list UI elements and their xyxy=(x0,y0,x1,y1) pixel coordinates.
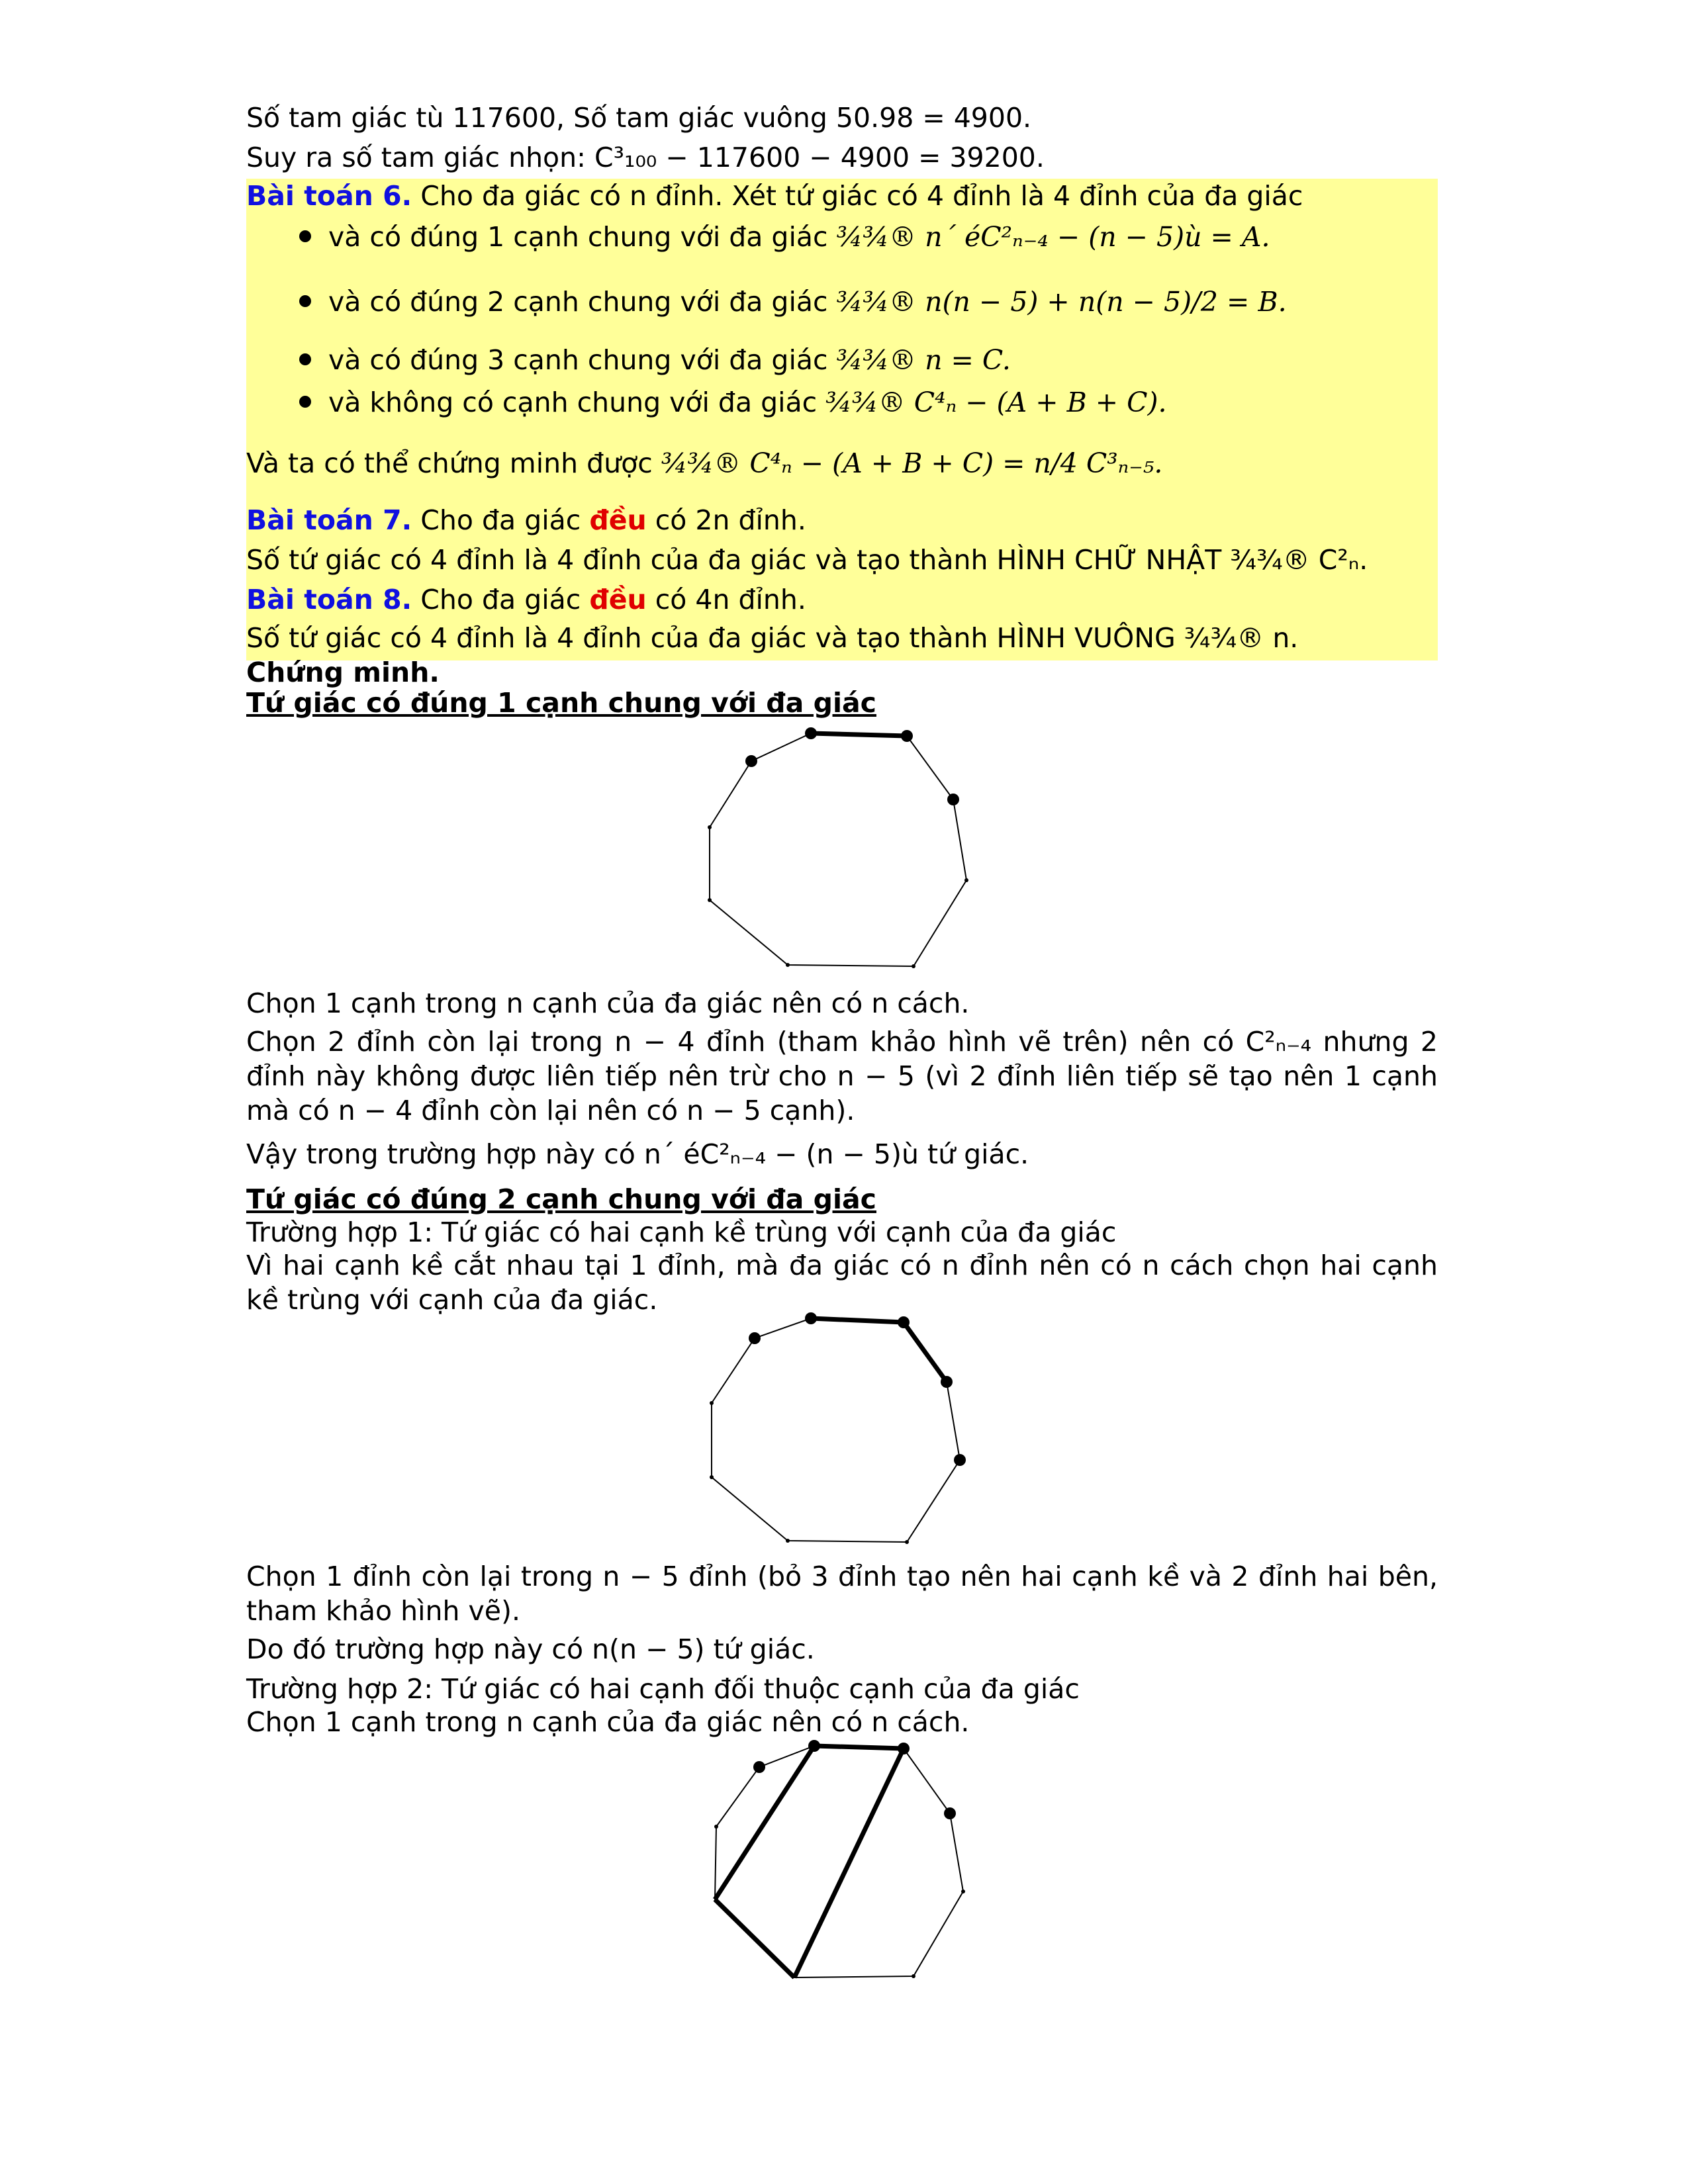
problem-8-regular: đều xyxy=(589,584,647,615)
problem-8-label: Bài toán 8. xyxy=(246,584,412,615)
bullet-4 xyxy=(299,385,1167,420)
choose-edge-1: Chọn 1 cạnh trong n cạnh của đa giác nên có n cách. xyxy=(246,987,970,1019)
prove-formula: ¾¾® C⁴ₙ − (A + B + C) = n/4 C³ₙ₋₅. xyxy=(661,447,1163,479)
bullet-2-text: và có đúng 2 cạnh chung với đa giác xyxy=(328,286,828,318)
problem-7-text-b: có 2n đỉnh. xyxy=(655,504,806,536)
problem-6-label: Bài toán 6. xyxy=(246,180,412,212)
bullet-4-text: và không có cạnh chung với đa giác xyxy=(328,387,818,418)
case-2-title: Trường hợp 2: Tứ giác có hai cạnh đối thuộc cạnh của đa giác xyxy=(246,1673,1080,1705)
bullet-1-text: và có đúng 1 cạnh chung với đa giác xyxy=(328,221,828,253)
problem-7 xyxy=(246,503,806,537)
problem-6 xyxy=(246,179,1303,213)
case-1-explain: Vì hai cạnh kề cắt nhau tại 1 đỉnh, mà đa giác có n đỉnh nên có n cách chọn hai cạnh kề trùng với cạnh của đa giác. xyxy=(246,1250,1438,1316)
polygon-figure-2 xyxy=(688,1304,980,1555)
problem-8-text-a: Cho đa giác xyxy=(420,584,581,615)
bullet-4-formula: ¾¾® C⁴ₙ − (A + B + C). xyxy=(825,387,1167,418)
choose-edge-2: Chọn 1 cạnh trong n cạnh của đa giác nên có n cách. xyxy=(246,1706,970,1738)
problem-7-regular: đều xyxy=(589,504,647,536)
proof-heading: Chứng minh. xyxy=(246,657,440,688)
problem-6-text: Cho đa giác có n đỉnh. Xét tứ giác có 4 đỉnh là 4 đỉnh của đa giác xyxy=(420,180,1303,212)
choose-vertex: Chọn 1 đỉnh còn lại trong n − 5 đỉnh (bỏ 3 đỉnh tạo nên hai cạnh kề và 2 đỉnh hai bên, tham khảo hình vẽ). xyxy=(246,1561,1438,1627)
bullet-3-text: và có đúng 3 cạnh chung với đa giác xyxy=(328,344,828,376)
problem-7-text-a: Cho đa giác xyxy=(420,504,581,536)
section-heading-2: Tứ giác có đúng 2 cạnh chung với đa giác xyxy=(246,1183,876,1215)
problem-8-text-b: có 4n đỉnh. xyxy=(655,584,806,615)
line-obtuse-right: Số tam giác tù 117600, Số tam giác vuông 50.98 = 4900. xyxy=(246,102,1032,134)
line-acute: Suy ra số tam giác nhọn: C³₁₀₀ − 117600 − 4900 = 39200. xyxy=(246,142,1045,173)
bullet-1-formula: ¾¾® n´ éC²ₙ₋₄ − (n − 5)ù = A. xyxy=(836,221,1270,253)
section-heading-1: Tứ giác có đúng 1 cạnh chung với đa giác xyxy=(246,687,876,719)
prove-text: Và ta có thể chứng minh được xyxy=(246,447,653,479)
case-total-2: Do đó trường hợp này có n(n − 5) tứ giác. xyxy=(246,1633,815,1665)
problem-8-line2: Số tứ giác có 4 đỉnh là 4 đỉnh của đa giác và tạo thành HÌNH VUÔNG ¾¾® n. xyxy=(246,622,1299,654)
bullet-2-formula: ¾¾® n(n − 5) + n(n − 5)/2 = B. xyxy=(836,286,1287,318)
prove-line xyxy=(246,446,1162,480)
bullet-icon xyxy=(299,396,311,408)
bullet-icon xyxy=(299,353,311,365)
case-total-1: Vậy trong trường hợp này có n´ éC²ₙ₋₄ − (n − 5)ù tứ giác. xyxy=(246,1138,1029,1170)
bullet-3 xyxy=(299,343,1011,377)
bullet-icon xyxy=(299,230,311,242)
problem-7-label: Bài toán 7. xyxy=(246,504,412,536)
bullet-icon xyxy=(299,295,311,307)
bullet-1 xyxy=(299,220,1270,254)
case-1-title: Trường hợp 1: Tứ giác có hai cạnh kề trùng với cạnh của đa giác xyxy=(246,1216,1117,1248)
bullet-2 xyxy=(299,285,1287,319)
bullet-3-formula: ¾¾® n = C. xyxy=(836,344,1011,376)
choose-two-vertices: Chọn 2 đỉnh còn lại trong n − 4 đỉnh (tham khảo hình vẽ trên) nên có C²ₙ₋₄ nhưng 2 đỉnh này không được liên tiếp nên trừ cho n − 5 (vì 2 đỉnh liên tiếp sẽ tạo nên 1 cạnh mà có n − 4 đỉnh còn lại nên có n − 5 cạnh). xyxy=(246,1026,1438,1126)
polygon-figure-3 xyxy=(695,1734,980,1985)
polygon-figure-1 xyxy=(688,721,980,979)
problem-8 xyxy=(246,582,806,617)
problem-7-line2: Số tứ giác có 4 đỉnh là 4 đỉnh của đa giác và tạo thành HÌNH CHỮ NHẬT ¾¾® C²ₙ. xyxy=(246,544,1368,576)
